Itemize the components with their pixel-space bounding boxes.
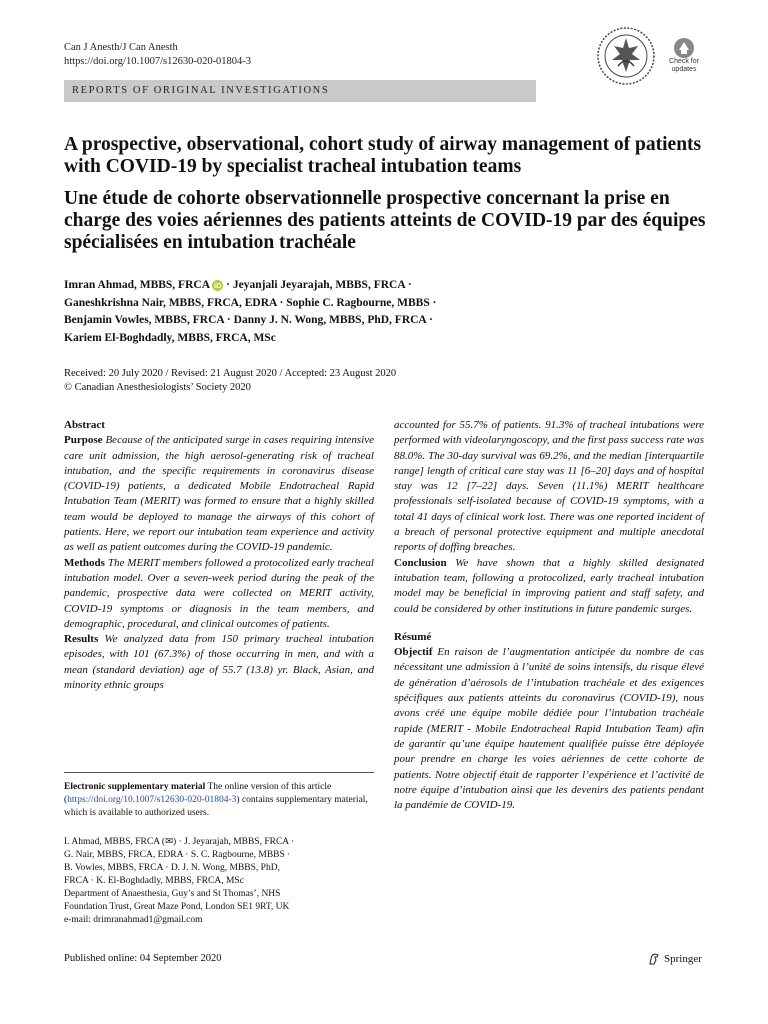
abstract-purpose: Purpose Because of the anticipated surge in cases requiring intensive care unit admission, the high aerosol-generating risk of tracheal intubation, and the specific requirements in coronavirus disease (COVID-19) patients, a dedicated Mobile Endotracheal Rapid Intubation Team (MERIT) was formed to ensure that a highly skilled team would be deployed to manage the airways of this cohort of patients. Here, we report our intubation team experience and activity as well as patient outcomes during the COVID-19 pandemic.: [64, 434, 374, 554]
author-list: Imran Ahmad, MBBS, FRCA iD · Jeyanjali Jeyarajah, MBBS, FRCA · Ganeshkrishna Nair, MBBS, FRCA, EDRA · Sophie C. Ragbourne, MBBS · Benjamin Vowles, MBBS, FRCA · Danny J. N. Wong, MBBS, PhD, FRCA · Kariem El-Boghdadly, MBBS, FRCA, MSc: [64, 279, 437, 344]
abstract-column-right: [394, 418, 704, 813]
journal-name: Can J Anesth/J Can Anesth: [64, 42, 178, 53]
journal-header: [64, 41, 251, 69]
published-date: Published online: 04 September 2020: [64, 953, 222, 964]
article-dates: Received: 20 July 2020 / Revised: 21 August 2020 / Accepted: 23 August 2020 © Canadian Anesthesiologists’ Society 2020: [64, 368, 397, 393]
springer-horse-icon: [647, 952, 661, 966]
author-affiliations: I. Ahmad, MBBS, FRCA (✉) · J. Jeyarajah, MBBS, FRCA · G. Nair, MBBS, FRCA, EDRA · S. C. Ragbourne, MBBS · B. Vowles, MBBS, FRCA · D. J. N. Wong, MBBS, PhD, FRCA · K. El-Boghdadly, MBBS, FRCA, MSc Department of Anaesthesia, Guy’s and St Thomas’, NHS Foundation Trust, Great Maze Pond, London SE1 9RT, UK e-mail: drimranahmad1@gmail.com: [64, 836, 374, 927]
abstract-conclusion: Conclusion We have shown that a highly skilled designated intubation team, following a protocolized, early tracheal intubation model may be beneficial in improving patient and staff safety, and could be considered by other institutions in future pandemic surges.: [394, 556, 704, 615]
supplementary-note: Electronic supplementary material The online version of this article (https://doi.org/10.1007/s12630-020-01804-3) contains supplementary material, which is available to authorized users.: [64, 772, 374, 820]
publisher-mark: [647, 952, 702, 966]
title-english: A prospective, observational, cohort study of airway management of patients with COVID-19 by specialist tracheal intubation teams: [64, 134, 702, 177]
resume-heading: Résumé: [394, 630, 432, 643]
abstract-column-left: [64, 418, 374, 693]
author-first: Imran Ahmad, MBBS, FRCA: [64, 279, 210, 291]
abstract-results-continued: accounted for 55.7% of patients. 91.3% of tracheal intubations were performed with videolaryngoscopy, and the first pass success rate was 88.0%. The 30-day survival was 69.2%, and the median [interquartile range] length of critical care stay was 11 [6–20] days and of hospital stay was 12 [7–22] days. Seven (11.1%) MERIT healthcare professionals self-isolated because of COVID-19 symptoms, with a total 41 days of clinical work lost. There was one reported incident of a breach of personal protective equipment and multiple anecdotal reports of doffing breaches.: [394, 419, 704, 554]
resume-objectif: Objectif En raison de l’augmentation anticipée du nombre de cas nécessitant une admission à l’unité de soins intensifs, du risque élevé de génération d’aérosols de l’intubation trachéale et des exigences spécifiques aux patients atteints du coronavirus (COVID-19), nous avons créé une équipe mobile dédiée pour l’intubation trachéale rapide (MERIT - Mobile Endotracheal Rapid Intubation Team) afin de garantir qu’une équipe hautement qualifiée puisse être déployée pour prendre en charge les voies aériennes de cette cohorte de patients. Notre objectif était de rapporter l’expérience et l’activité de notre équipe d’intubation ainsi que les devenirs des patients pendant la pandémie de COVID-19.: [394, 646, 704, 812]
orcid-icon[interactable]: iD: [214, 281, 222, 290]
society-seal-logo: [596, 26, 656, 86]
supplementary-link[interactable]: https://doi.org/10.1007/s12630-020-01804-3: [67, 795, 237, 805]
title-french: Une étude de cohorte observationnelle prospective concernant la prise en charge des voies aériennes des patients atteints de COVID-19 par des équipes spécialisées en intubation trachéale: [64, 188, 706, 253]
check-for-updates-label[interactable]: Check for updates: [669, 58, 699, 73]
abstract-methods: Methods The MERIT members followed a protocolized early tracheal intubation model. Over a seven-week period during the peak of the pandemic, prospective data were collected on MERIT activity, COVID-19 symptoms or diagnosis in the team members, and demographic, procedural, and clinical outcomes of patients.: [64, 556, 374, 630]
abstract-heading: Abstract: [64, 419, 105, 431]
abstract-results: Results We analyzed data from 150 primary tracheal intubation episodes, with 101 (67.3%) of those occurring in men, and with a mean (standard deviation) age of 55.7 (13.8) yr. Black, Asian, and minority ethnic groups: [64, 633, 374, 692]
section-banner: REPORTS OF ORIGINAL INVESTIGATIONS: [64, 80, 536, 102]
doi-link[interactable]: https://doi.org/10.1007/s12630-020-01804-3: [64, 56, 252, 67]
contact-email[interactable]: e-mail: drimranahmad1@gmail.com: [64, 915, 203, 925]
publisher-name: Springer: [664, 953, 702, 965]
